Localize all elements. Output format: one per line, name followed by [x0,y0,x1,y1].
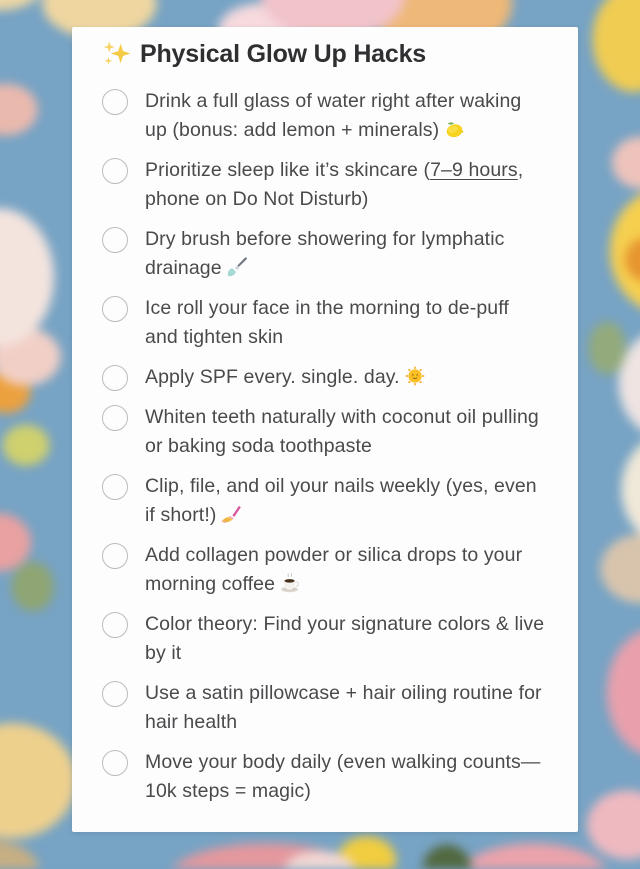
item-text [145,225,547,283]
checkbox-circle[interactable] [102,474,128,500]
page-title [102,35,550,73]
checklist [102,87,550,806]
item-text-segment: Dry brush before showering for lymphatic drainage [145,228,505,279]
checklist-item [102,156,550,214]
item-text-segment: Prioritize sleep like it’s skincare ( [145,159,431,181]
checkbox-circle[interactable] [102,543,128,569]
item-text [145,541,547,599]
item-text-segment: Color theory: Find your signature colors & live by it [145,613,545,664]
item-text [145,87,547,145]
checklist-item [102,610,550,668]
item-link[interactable]: 7–9 hours [430,159,518,181]
checklist-item [102,472,550,530]
item-text [145,472,547,530]
checkbox-circle[interactable] [102,296,128,322]
checkbox-circle[interactable] [102,681,128,707]
checklist-item [102,294,550,352]
nail-polish-icon [220,503,242,525]
item-text-segment: Ice roll your face in the morning to de-puff and tighten skin [145,297,509,348]
sun-face-icon [404,365,426,387]
checklist-item [102,403,550,461]
item-text [145,363,426,392]
item-text [145,294,547,352]
item-text-segment: Whiten teeth naturally with coconut oil pulling or baking soda toothpaste [145,406,539,457]
item-text-segment: Move your body daily (even walking counts—10k steps = magic) [145,751,541,802]
checkbox-circle[interactable] [102,750,128,776]
checklist-item [102,225,550,283]
checkbox-circle[interactable] [102,89,128,115]
checklist-item [102,679,550,737]
item-text-segment: Apply SPF every. single. day. [145,366,400,388]
item-text [145,156,547,214]
lemon-icon [443,118,465,140]
coffee-icon [279,572,301,594]
checklist-item [102,748,550,806]
item-text-segment: Drink a full glass of water right after waking up (bonus: add lemon + minerals) [145,90,522,141]
page-title-text: Physical Glow Up Hacks [140,40,426,68]
checkbox-circle[interactable] [102,365,128,391]
item-text [145,748,547,806]
checklist-item [102,541,550,599]
item-text [145,679,547,737]
checkbox-circle[interactable] [102,612,128,638]
checkbox-circle[interactable] [102,405,128,431]
checklist-item [102,363,550,392]
item-text-segment: , phone on Do Not Disturb) [145,159,524,210]
paintbrush-icon [226,256,248,278]
item-text-segment: Clip, file, and oil your nails weekly (yes, even if short!) [145,475,537,526]
sparkles-icon [102,40,131,69]
item-text [145,403,547,461]
item-text-segment: Add collagen powder or silica drops to your morning coffee [145,544,523,595]
checklist-item [102,87,550,145]
item-text-segment: Use a satin pillowcase + hair oiling routine for hair health [145,682,542,733]
checkbox-circle[interactable] [102,158,128,184]
item-text [145,610,547,668]
checklist-card [72,27,578,832]
checkbox-circle[interactable] [102,227,128,253]
